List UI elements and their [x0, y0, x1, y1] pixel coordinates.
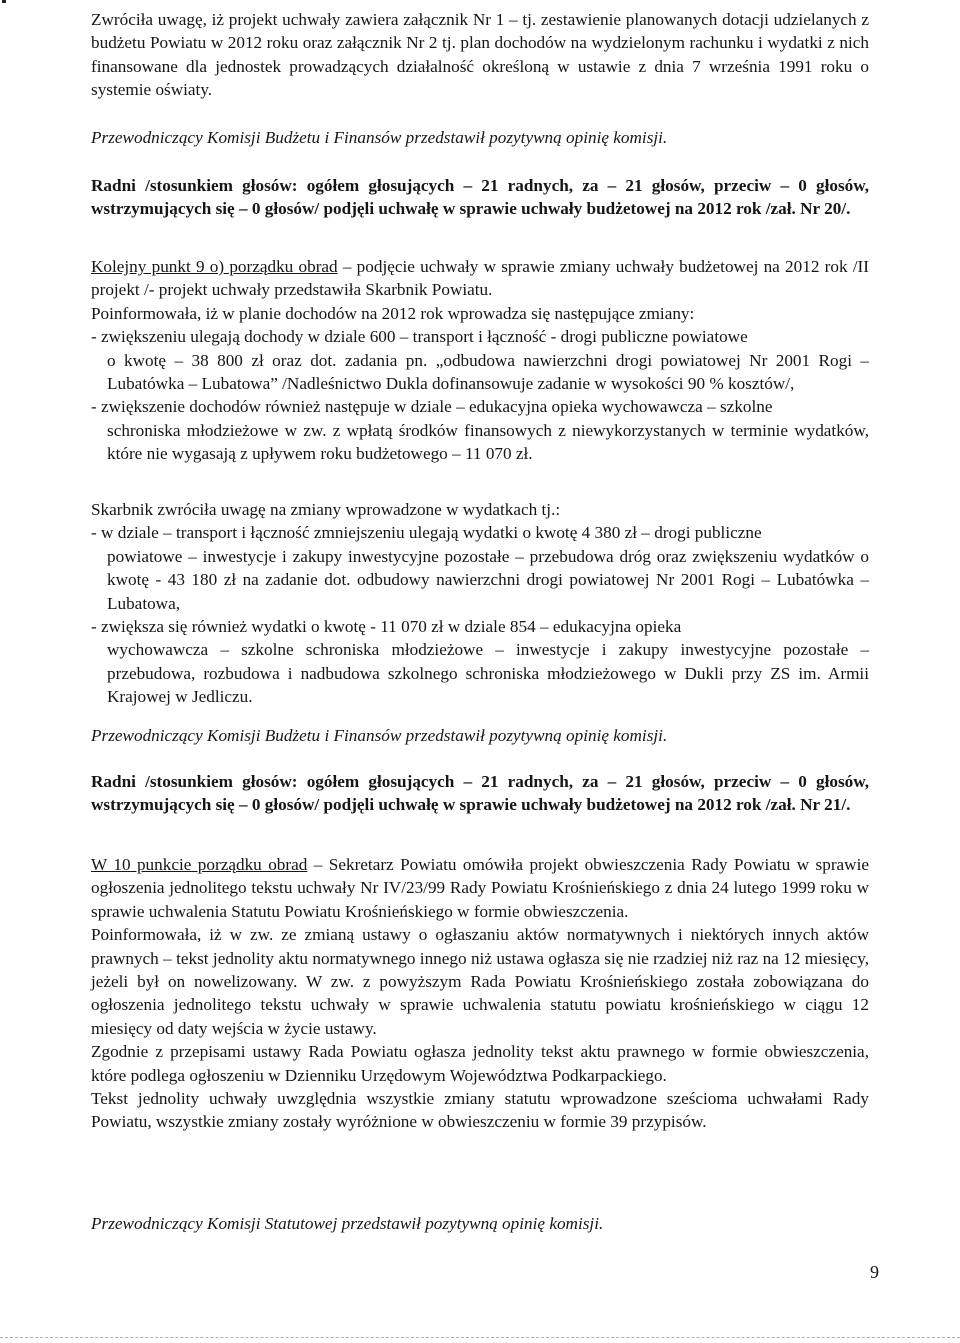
agenda-item-10	[91, 853, 869, 1134]
footer-divider	[0, 1337, 960, 1338]
vote-result-1: Radni /stosunkiem głosów: ogółem głosujących – 21 radnych, za – 21 głosów, przeciw – 0 głosów, wstrzymujących się – 0 głosów/ podjęli uchwałę w sprawie uchwały budżetowej na 2012 rok /zał. Nr 20/.	[91, 176, 869, 219]
agenda-item-10-text: – Sekretarz Powiatu omówiła projekt obwieszczenia Rady Powiatu w sprawie ogłoszenia jednolitego tekstu uchwały Nr IV/23/99 Rady Powiatu Krośnieńskiego z dnia 24 lutego 1999 roku w sprawie uchwalenia Statutu Powiatu Krośnieńskiego w formie obwieszczenia.	[91, 855, 869, 921]
income-bullet-2-lead: - zwiększenie dochodów również następuje w dziale – edukacyjna opieka wychowawcza – szkolne	[91, 397, 773, 417]
page-number: 9	[870, 1262, 879, 1282]
intro-paragraph: Zwróciła uwagę, iż projekt uchwały zawiera załącznik Nr 1 – tj. zestawienie planowanych dotacji udzielanych z budżetu Powiatu w 2012 roku oraz załącznik Nr 2 tj. plan dochodów na wydzielonym rachunku i wydatki z nich finansowane dla jednostek prowadzących działalność określoną w ustawie z dnia 7 września 1991 roku o systemie oświaty.	[91, 10, 869, 100]
income-bullet-1-rest: o kwotę – 38 800 zł oraz dot. zadania pn. „odbudowa nawierzchni drogi powiatowej Nr 2001 Rogi – Lubatówka – Lubatowa” /Nadleśnictwo Dukla dofinansowuje zadanie w wysokości 90 % kosztów/,	[107, 350, 869, 394]
treasurer-section	[91, 498, 869, 709]
agenda-item-9	[91, 255, 869, 466]
item-10-paragraph-2: Poinformowała, iż w zw. ze zmianą ustawy o ogłaszaniu aktów normatywnych i niektórych innych aktów prawnych – tekst jednolity aktu normatywnego innego niż ustawa ogłasza się nie rzadziej niż raz na 12 miesięcy, jeżeli był on nowelizowany. W zw. z powyższym Rada Powiatu Krośnieńskiego została zobowiązana do ogłoszenia jednolitego tekstu uchwały w sprawie uchwalenia statutu powiatu krośnieńskiego w ciągu 12 miesięcy od daty wejścia w życie ustawy.	[91, 925, 869, 1038]
expense-bullet-1-lead: - w dziale – transport i łączność zmniejszeniu ulegają wydatki o kwotę 4 380 zł – drogi publiczne	[91, 523, 762, 543]
expense-bullet-2-rest: wychowawcza – szkolne schroniska młodzieżowe – inwestycje i zakupy inwestycyjne pozostałe – przebudowa, rozbudowa i nadbudowa szkolnego schroniska młodzieżowego w Dukli przy ZS im. Armii Krajowej w Jedliczu.	[107, 640, 869, 707]
commission-opinion-2: Przewodniczący Komisji Budżetu i Finansów przedstawił pozytywną opinię komisji.	[91, 726, 668, 745]
income-bullet-2-rest: schroniska młodzieżowe w zw. z wpłatą środków finansowych z niewykorzystanych w terminie wydatków, które nie wygasają z upływem roku budżetowego – 11 070 zł.	[107, 420, 869, 464]
scan-mark	[2, 0, 6, 3]
expense-changes-intro: Skarbnik zwróciła uwagę na zmiany wprowadzone w wydatkach tj.:	[91, 500, 561, 519]
item-10-paragraph-4: Tekst jednolity uchwały uwzględnia wszystkie zmiany statutu wprowadzone sześcioma uchwałami Rady Powiatu, wszystkie zmiany zostały wyróżnione w obwieszczeniu w formie 39 przypisów.	[91, 1089, 869, 1132]
expense-bullet-2-lead: - zwiększa się również wydatki o kwotę - 11 070 zł w dziale 854 – edukacyjna opieka	[91, 617, 682, 637]
agenda-item-9-text: – podjęcie uchwały w sprawie zmiany uchwały budżetowej na 2012 rok /II projekt /- projekt uchwały przedstawiła Skarbnik Powiatu.	[91, 257, 869, 300]
expense-bullet-1-rest: powiatowe – inwestycje i zakupy inwestycyjne pozostałe – przebudowa dróg oraz zwiększeniu wydatków o kwotę - 43 180 zł na zadanie dot. odbudowy nawierzchni drogi powiatowej Nr 2001 Rogi – Lubatówka – Lubatowa,	[107, 546, 869, 613]
vote-result-2: Radni /stosunkiem głosów: ogółem głosujących – 21 radnych, za – 21 głosów, przeciw – 0 głosów, wstrzymujących się – 0 głosów/ podjęli uchwałę w sprawie uchwały budżetowej na 2012 rok /zał. Nr 21/.	[91, 772, 869, 815]
item-10-paragraph-3: Zgodnie z przepisami ustawy Rada Powiatu ogłasza jednolity tekst aktu prawnego w formie obwieszczenia, które podlega ogłoszeniu w Dzienniku Urzędowym Województwa Podkarpackiego.	[91, 1042, 869, 1085]
income-changes-intro: Poinformowała, iż w planie dochodów na 2012 rok wprowadza się następujące zmiany:	[91, 303, 695, 323]
commission-opinion-3: Przewodniczący Komisji Statutowej przedstawił pozytywną opinię komisji.	[91, 1214, 604, 1233]
agenda-item-10-heading: W 10 punkcie porządku obrad	[91, 855, 308, 874]
agenda-item-9-heading: Kolejny punkt 9 o) porządku obrad	[91, 257, 338, 276]
commission-opinion-1: Przewodniczący Komisji Budżetu i Finansów przedstawił pozytywną opinię komisji.	[91, 128, 668, 147]
income-bullet-1-lead: - zwiększeniu ulegają dochody w dziale 600 – transport i łączność - drogi publiczne powiatowe	[91, 327, 748, 347]
